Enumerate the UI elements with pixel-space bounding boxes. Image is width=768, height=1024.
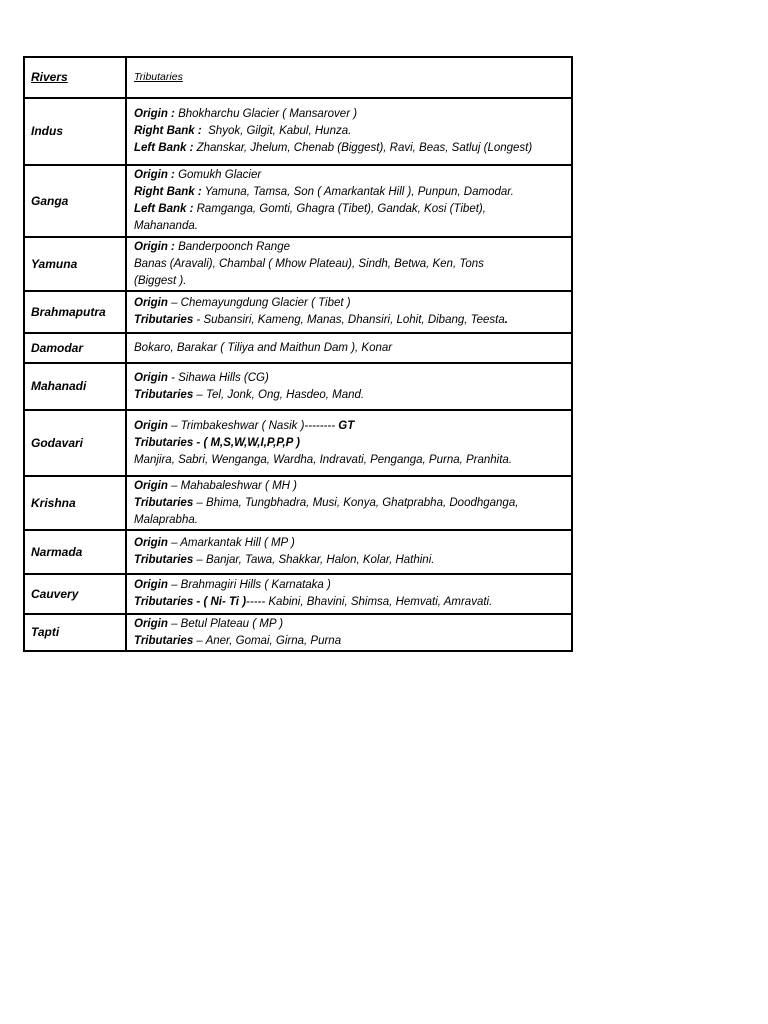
line-label: Origin <box>134 419 168 432</box>
table-row <box>24 333 572 363</box>
tributary-line <box>134 340 567 357</box>
tributary-line <box>134 495 567 512</box>
river-name: Tapti <box>24 614 126 651</box>
tributaries-cell <box>126 574 572 614</box>
tributary-line <box>134 535 567 552</box>
tributary-line <box>134 577 567 594</box>
line-label: Right Bank : <box>134 125 202 137</box>
line-end-bold: . <box>504 314 508 326</box>
tributary-line <box>134 552 567 569</box>
line-text: – Brahmagiri Hills ( Karnataka ) <box>167 579 331 591</box>
table-row <box>24 98 572 165</box>
tributary-line <box>134 512 567 529</box>
line-label: Origin <box>134 579 168 591</box>
table-body <box>24 57 572 651</box>
line-text: - Subansiri, Kameng, Manas, Dhansiri, Lohit, Dibang, Teesta <box>193 314 505 326</box>
tributary-line <box>134 616 567 633</box>
tributary-line <box>134 633 567 650</box>
line-label: Tributaries <box>134 314 194 326</box>
tributary-line <box>134 273 567 290</box>
tributary-line <box>134 418 567 435</box>
tributary-line <box>134 239 567 256</box>
line-text: Zhanskar, Jhelum, Chenab (Biggest), Ravi, Beas, Satluj (Longest) <box>193 142 533 154</box>
tributary-line <box>134 295 567 312</box>
header-rivers: Rivers <box>24 57 126 98</box>
line-text: – Chemayungdung Glacier ( Tibet ) <box>167 297 351 309</box>
line-text: Banderpoonch Range <box>174 240 290 253</box>
tributary-line <box>134 123 567 140</box>
line-text: – Bhima, Tungbhadra, Musi, Konya, Ghatprabha, Doodhganga, <box>193 496 519 509</box>
table-row <box>24 476 572 530</box>
tributary-line <box>134 218 567 235</box>
tributaries-cell <box>126 98 572 165</box>
table-row <box>24 614 572 651</box>
line-text: Shyok, Gilgit, Kabul, Hunza. <box>201 125 352 137</box>
line-label: Tributaries <box>134 388 194 401</box>
tributary-line <box>134 452 567 469</box>
table-row <box>24 530 572 574</box>
line-text: Ramganga, Gomti, Ghagra (Tibet), Gandak, Kosi (Tibet), <box>193 203 486 215</box>
tributaries-cell <box>126 165 572 237</box>
tributaries-cell <box>126 476 572 530</box>
line-label: Left Bank : <box>134 142 194 154</box>
table-row <box>24 363 572 410</box>
line-text: ----- Kabini, Bhavini, Shimsa, Hemvati, Amravati. <box>246 596 493 608</box>
line-label: Tributaries - ( Ni- Ti ) <box>134 596 247 608</box>
line-text: – Aner, Gomai, Girna, Purna <box>193 634 342 647</box>
rivers-table <box>23 56 573 652</box>
table-row <box>24 237 572 291</box>
header-tributaries: Tributaries <box>126 57 572 98</box>
line-text: Malaprabha. <box>134 513 198 526</box>
tributary-line <box>134 312 567 329</box>
river-name: Indus <box>24 98 126 165</box>
line-text: Banas (Aravali), Chambal ( Mhow Plateau), Sindh, Betwa, Ken, Tons <box>134 257 484 270</box>
line-text: Manjira, Sabri, Wenganga, Wardha, Indravati, Penganga, Purna, Pranhita. <box>134 453 513 466</box>
tributary-line <box>134 478 567 495</box>
table-row <box>24 165 572 237</box>
tributary-line <box>134 370 567 387</box>
tributaries-cell <box>126 333 572 363</box>
river-name: Cauvery <box>24 574 126 614</box>
table-row <box>24 574 572 614</box>
table-header-row <box>24 57 572 98</box>
river-name: Brahmaputra <box>24 291 126 333</box>
line-label: Tributaries <box>134 554 194 566</box>
river-name: Narmada <box>24 530 126 574</box>
tributaries-cell <box>126 614 572 651</box>
line-text: – Banjar, Tawa, Shakkar, Halon, Kolar, Hathini. <box>193 554 435 566</box>
line-label: Tributaries <box>134 634 194 647</box>
table-row <box>24 291 572 333</box>
tributaries-cell <box>126 363 572 410</box>
river-name: Krishna <box>24 476 126 530</box>
table-row <box>24 410 572 476</box>
line-text: Yamuna, Tamsa, Son ( Amarkantak Hill ), Punpun, Damodar. <box>201 186 514 198</box>
tributary-line <box>134 167 567 184</box>
line-end-bold: GT <box>338 419 355 432</box>
line-label: Origin <box>134 371 168 384</box>
line-label: Origin <box>134 537 168 549</box>
line-label: Right Bank : <box>134 186 202 198</box>
line-label: Left Bank : <box>134 203 194 215</box>
tributary-line <box>134 387 567 404</box>
line-text: Bhokharchu Glacier ( Mansarover ) <box>174 108 358 120</box>
river-name: Damodar <box>24 333 126 363</box>
line-label: Tributaries - ( M,S,W,W,I,P,P,P ) <box>134 436 300 449</box>
line-label: Origin <box>134 617 168 630</box>
line-text: – Betul Plateau ( MP ) <box>167 617 284 630</box>
line-text: Mahananda. <box>134 220 198 232</box>
line-label: Origin : <box>134 169 175 181</box>
tributary-line <box>134 184 567 201</box>
tributaries-cell <box>126 237 572 291</box>
line-text: – Amarkantak Hill ( MP ) <box>167 537 295 549</box>
river-name: Ganga <box>24 165 126 237</box>
line-text: Bokaro, Barakar ( Tiliya and Maithun Dam ), Konar <box>134 341 393 354</box>
line-text: Gomukh Glacier <box>174 169 262 181</box>
line-label: Tributaries <box>134 496 194 509</box>
tributaries-cell <box>126 410 572 476</box>
tributary-line <box>134 106 567 123</box>
tributary-line <box>134 256 567 273</box>
line-label: Origin : <box>134 108 175 120</box>
line-label: Origin : <box>134 240 175 253</box>
line-text: – Trimbakeshwar ( Nasik )-------- <box>167 419 339 432</box>
tributary-line <box>134 201 567 218</box>
line-label: Origin <box>134 297 168 309</box>
tributary-line <box>134 140 567 157</box>
tributary-line <box>134 594 567 611</box>
line-label: Origin <box>134 479 168 492</box>
line-text: – Tel, Jonk, Ong, Hasdeo, Mand. <box>193 388 365 401</box>
line-text: – Mahabaleshwar ( MH ) <box>167 479 297 492</box>
river-name: Godavari <box>24 410 126 476</box>
tributaries-cell <box>126 291 572 333</box>
line-text: (Biggest ). <box>134 274 187 287</box>
tributaries-cell <box>126 530 572 574</box>
line-text: - Sihawa Hills (CG) <box>167 371 269 384</box>
river-name: Yamuna <box>24 237 126 291</box>
tributary-line <box>134 435 567 452</box>
river-name: Mahanadi <box>24 363 126 410</box>
